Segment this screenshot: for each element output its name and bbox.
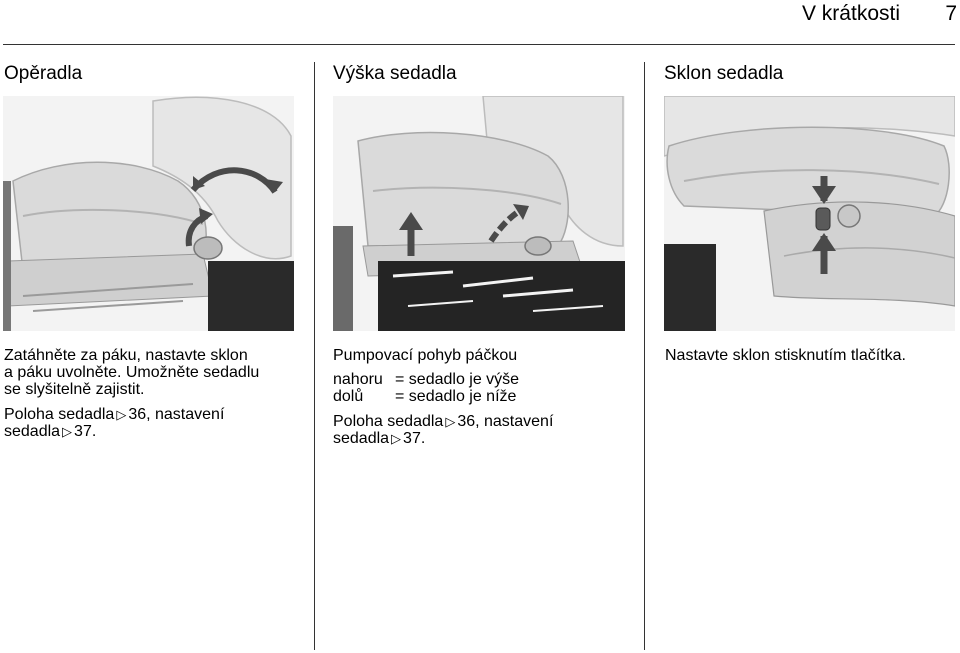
column-text bbox=[333, 347, 633, 447]
text-line: Nastavte sklon stisknutím tlačítka. bbox=[665, 347, 906, 364]
section-title: V krátkosti bbox=[801, 2, 900, 25]
reference-arrow-icon: ▷ bbox=[445, 414, 456, 429]
column-heading: Výška sedadla bbox=[333, 63, 457, 84]
cross-reference: Poloha sedadla ▷ 36, nastavení bbox=[333, 413, 554, 430]
reference-arrow-icon: ▷ bbox=[391, 431, 402, 446]
column-heading: Opěradla bbox=[4, 63, 83, 84]
column-divider bbox=[644, 62, 645, 650]
definition-key: dolů bbox=[333, 388, 364, 405]
text-line: se slyšitelně zajistit. bbox=[4, 381, 145, 398]
text-line: Zatáhněte za páku, nastavte sklon bbox=[4, 347, 248, 364]
definition-list bbox=[333, 371, 519, 405]
cross-reference: Poloha sedadla ▷ 36, nastavení bbox=[4, 406, 225, 423]
reference-arrow-icon: ▷ bbox=[62, 424, 73, 439]
seat-height-pump-lever-illustration bbox=[333, 96, 625, 331]
cross-reference: sedadla ▷ 37. bbox=[333, 430, 426, 447]
column-divider bbox=[314, 62, 315, 650]
definition-key: nahoru bbox=[333, 371, 383, 388]
column-text bbox=[4, 347, 304, 440]
definition-row bbox=[333, 388, 519, 405]
column-heading: Sklon sedadla bbox=[664, 63, 784, 84]
column-text bbox=[665, 347, 955, 364]
definition-value: = sedadlo je výše bbox=[395, 371, 520, 388]
header-divider bbox=[3, 44, 955, 45]
text-line: Pumpovací pohyb páčkou bbox=[333, 347, 518, 364]
text-line: a páku uvolněte. Umožněte sedadlu bbox=[4, 364, 260, 381]
definition-value: = sedadlo je níže bbox=[395, 388, 517, 405]
page-number: 7 bbox=[945, 2, 957, 25]
definition-row bbox=[333, 371, 519, 388]
reference-arrow-icon: ▷ bbox=[116, 407, 127, 422]
cross-reference: sedadla ▷ 37. bbox=[4, 423, 97, 440]
seat-backrest-lever-illustration bbox=[3, 96, 294, 331]
seat-tilt-switch-illustration bbox=[664, 96, 955, 331]
